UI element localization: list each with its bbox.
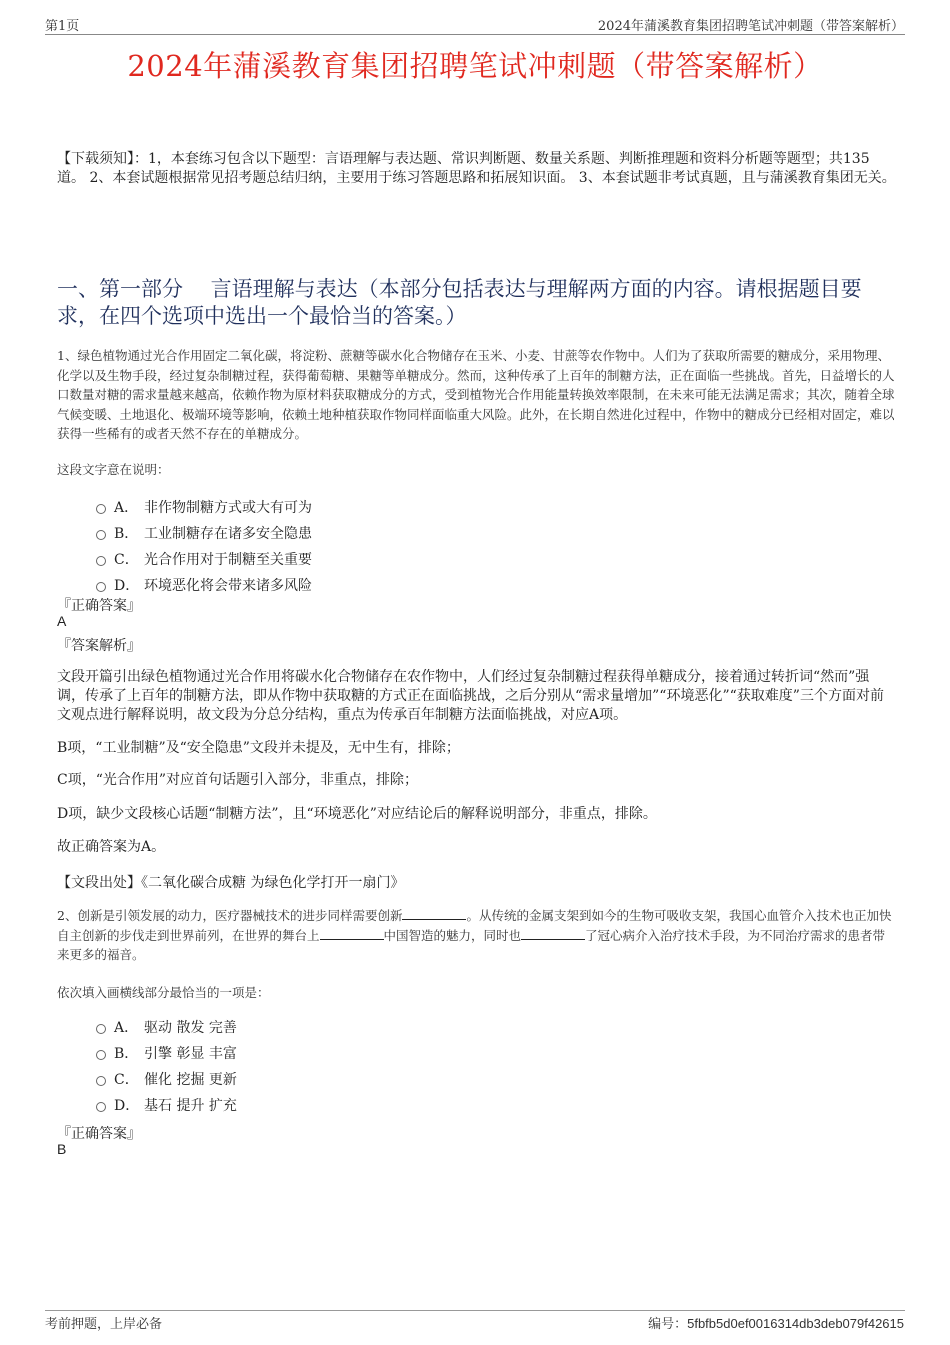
option-letter: A． [114, 500, 139, 516]
option-text: 引擎 彰显 丰富 [144, 1046, 237, 1062]
q1-conclusion: 故正确答案为A。 [57, 839, 166, 855]
radio-icon[interactable] [96, 582, 106, 592]
q1-analysis-paragraph: 文段开篇引出绿色植物通过光合作用将碳水化合物储存在农作物中，人们经过复杂制糖过程获得单糖成分，接着通过转折词“然而”强调，传承了上百年的制糖方法，即从作物中获取糖的方式正在面临挑战，之后分别从“需求量增加”“环境恶化”“获取难度”三个方面对前文观点进行解释说明，故文段为分总分结构，重点为传承百年制糖方法面临挑战，对应A项。 [57, 669, 884, 723]
q1-analysis-c: C项，“光合作用”对应首句话题引入部分，非重点，排除； [57, 772, 419, 788]
option-letter: C． [114, 552, 139, 568]
q2-option-b[interactable] [96, 1043, 237, 1063]
question-1-prompt: 这段文字意在说明： [57, 462, 170, 477]
footer-code: 编号：5fbfb5d0ef0016314db3deb079f42615 [648, 1316, 904, 1332]
q1-option-b[interactable] [96, 523, 312, 543]
q1-answer-label: 『正确答案』 [57, 598, 141, 614]
question-1-text: 1、绿色植物通过光合作用固定二氧化碳，将淀粉、蔗糖等碳水化合物储存在玉米、小麦、甘蔗等农作物中。人们为了获取所需要的糖成分，采用物理、化学以及生物手段，经过复杂制糖过程，获得葡萄糖、果糖等单糖成分。然而，这种传承了上百年的制糖方法，正在面临一些挑战。首先，日益增长的人口数量对糖的需求量越来越高，依赖作物为原材料获取糖成分的方式，受到植物光合作用能量转换效率限制，在未来可能无法满足需求；其次，随着全球气候变暖、土地退化、极端环境等影响，依赖土地种植获取作物同样面临重大风险。此外，在长期自然进化过程中，作物中的糖成分已经相对固定，难以获得一些稀有的或者天然不存在的单糖成分。 [57, 348, 895, 441]
radio-icon[interactable] [96, 1024, 106, 1034]
blank-1[interactable] [402, 907, 466, 920]
option-letter: B． [114, 526, 139, 542]
page-number: 第1页 [45, 19, 80, 34]
q2-answer: B [57, 1141, 67, 1157]
option-letter: D． [114, 578, 140, 594]
option-text: 非作物制糖方式或大有可为 [144, 500, 312, 516]
q1-option-a[interactable] [96, 497, 312, 517]
radio-icon[interactable] [96, 530, 106, 540]
question-2-prompt: 依次填入画横线部分最恰当的一项是： [57, 985, 270, 1000]
radio-icon[interactable] [96, 556, 106, 566]
option-text: 光合作用对于制糖至关重要 [144, 552, 312, 568]
q1-option-d[interactable] [96, 575, 312, 595]
footer-slogan: 考前押题，上岸必备 [45, 1317, 163, 1332]
radio-icon[interactable] [96, 1102, 106, 1112]
q2-option-a[interactable] [96, 1017, 237, 1037]
footer-divider [45, 1310, 905, 1311]
option-letter: C． [114, 1072, 139, 1088]
q1-analysis-d: D项，缺少文段核心话题“制糖方法”，且“环境恶化”对应结论后的解释说明部分，非重点，排除。 [57, 806, 657, 822]
q1-answer: A [57, 613, 67, 629]
radio-icon[interactable] [96, 504, 106, 514]
q2-option-d[interactable] [96, 1095, 237, 1115]
radio-icon[interactable] [96, 1050, 106, 1060]
option-letter: A． [114, 1020, 139, 1036]
page-title: 2024年蒲溪教育集团招聘笔试冲刺题（带答案解析） [127, 49, 823, 83]
option-text: 工业制糖存在诸多安全隐患 [144, 526, 312, 542]
radio-icon[interactable] [96, 1076, 106, 1086]
header-doc-title: 2024年蒲溪教育集团招聘笔试冲刺题（带答案解析） [597, 19, 904, 34]
option-text: 基石 提升 扩充 [144, 1098, 237, 1114]
option-letter: B． [114, 1046, 139, 1062]
blank-3[interactable] [521, 927, 585, 940]
q1-option-c[interactable] [96, 549, 312, 569]
q2-answer-label: 『正确答案』 [57, 1126, 141, 1142]
option-text: 环境恶化将会带来诸多风险 [144, 578, 312, 594]
q2-option-c[interactable] [96, 1069, 237, 1089]
option-text: 催化 挖掘 更新 [144, 1072, 237, 1088]
q1-source: 【文段出处】《二氧化碳合成糖 为绿色化学打开一扇门》 [57, 875, 405, 891]
question-2-text: 2、创新是引领发展的动力，医疗器械技术的进步同样需要创新 。从传统的金属支架到如今的生物可吸收支架，我国心血管介入技术也正加快自主创新的步伐走到世界前列，在世界的舞台上 中国智造的魅力，同时也 了冠心病介入治疗技术手段，为不同治疗需求的患者带来更多的福音。 [57, 908, 892, 962]
option-text: 驱动 散发 完善 [144, 1020, 237, 1036]
header-divider [45, 34, 905, 35]
section-heading: 一、第一部分 言语理解与表达（本部分包括表达与理解两方面的内容。请根据题目要求，在四个选项中选出一个最恰当的答案。） [57, 277, 862, 328]
option-letter: D． [114, 1098, 140, 1114]
q1-analysis-b: B项，“工业制糖”及“安全隐患”文段并未提及，无中生有，排除； [57, 740, 460, 756]
q1-analysis-label: 『答案解析』 [57, 638, 141, 654]
download-notice: 【下载须知】：1，本套练习包含以下题型：言语理解与表达题、常识判断题、数量关系题、判断推理题和资料分析题等题型；共135道。 2、本套试题根据常见招考题总结归纳，主要用于练习答题思路和拓展知识面。 3、本套试题非考试真题，且与蒲溪教育集团无关。 [57, 151, 896, 186]
blank-2[interactable] [320, 927, 384, 940]
